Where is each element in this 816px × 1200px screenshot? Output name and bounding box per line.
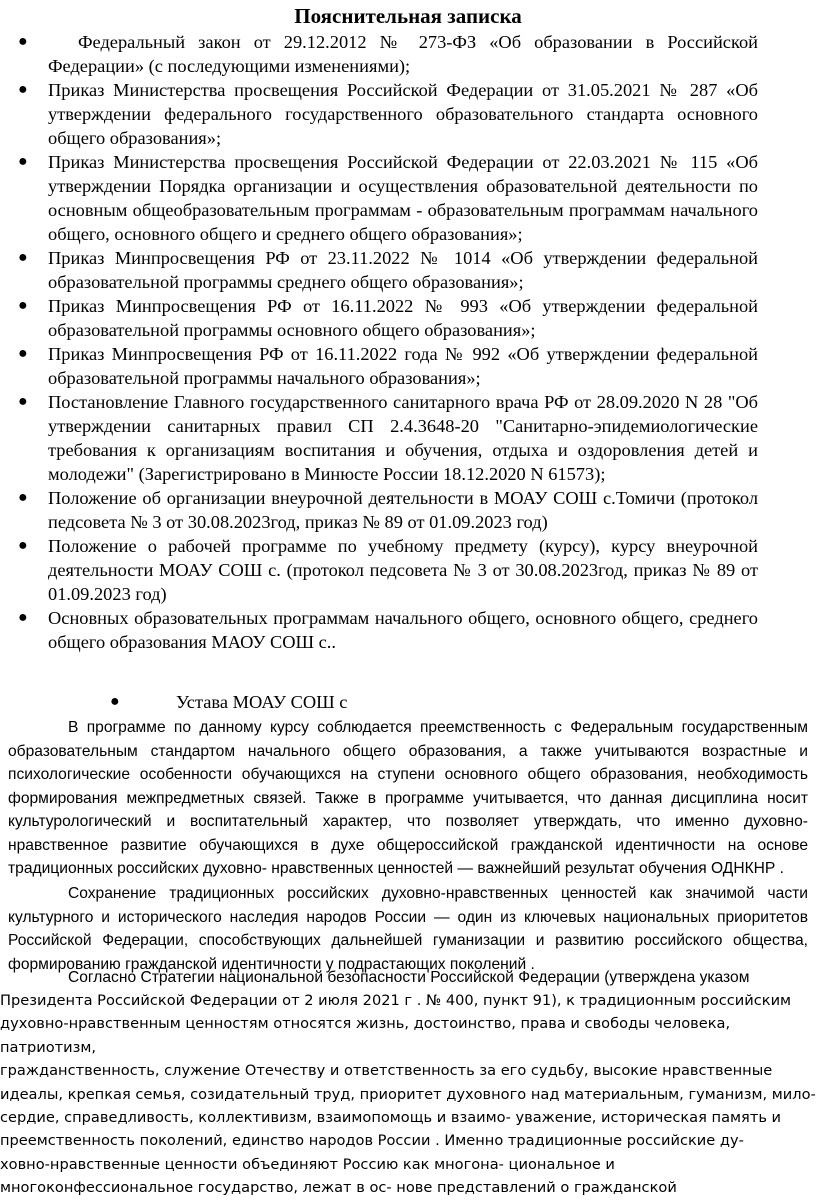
text-line: идеалы, крепкая семья, созидательный труд, приоритет духовного над материальным, гуманизм, мило- [0, 1085, 816, 1103]
list-item [0, 294, 816, 342]
bullet-icon: ● [18, 537, 28, 554]
paragraph-strategy-start: Согласно Стратегии национальной безопасности Российской Федерации (утверждена указом [68, 969, 750, 986]
list-item-text: Приказ Министерства просвещения Российской Федерации от 31.05.2021 № 287 «Об утверждении федерального государственного образовательного стандарта основного общего образования»; [48, 80, 758, 148]
list-item [0, 342, 816, 390]
bullet-icon: ● [18, 33, 28, 50]
list-item-text: Положение об организации внеурочной деятельности в МОАУ СОШ с.Томичи (протокол педсовета № 3 от 30.08.2023год, приказ № 89 от 01.09.2023 год) [48, 488, 758, 532]
list-item-text: Приказ Минпросвещения РФ от 23.11.2022 № 1014 «Об утверждении федеральной образовательной программы среднего общего образования»; [48, 248, 758, 292]
list-item [0, 150, 816, 246]
text-line: ховно-нравственные ценности объединяют Россию как многона- циональное и [0, 1155, 615, 1173]
bullet-icon: ● [18, 393, 28, 410]
list-item-text: Основных образовательных программам начального общего, основного общего, среднего общего образования МАОУ СОШ с.. [48, 608, 758, 652]
paragraph-continuity: В программе по данному курсу соблюдается преемственность с Федеральным государственным образовательным стандартом начального общего образования, а также учитываются возрастные и психологические особенности обучающихся на ступени основного общего образования, необходимость формирования межпредметных связей. Также в программе учитывается, что данная дисциплина носит культурологический и воспитательный характер, что позволяет утверждать, что именно духовно- нравственное развитие обучающихся в духе общероссийской гражданской идентичности на основе традиционных российских духовно- нравственных ценностей — важнейший результат обучения ОДНКНР . [8, 719, 808, 877]
list-item-text: Положение о рабочей программе по учебному предмету (курсу), курсу внеурочной деятельности МОАУ СОШ с. (протокол педсовета № 3 от 30.08.2023год, приказ № 89 от 01.09.2023 год) [48, 536, 758, 604]
page-title: Пояснительная записка [294, 4, 522, 28]
paragraph-strategy-body [0, 989, 816, 1200]
text-line: Президента Российской Федерации от 2 июля 2021 г . № 400, пункт 91), к традиционным российским [0, 992, 792, 1009]
bullet-icon: ● [18, 489, 28, 506]
list-item-text: Федеральный закон от 29.12.2012 № 273-ФЗ «Об образовании в Российской Федерации» (с последующими изменениями); [48, 32, 758, 76]
list-item-text: Приказ Минпросвещения РФ от 16.11.2022 года № 992 «Об утверждении федеральной образовательной программы начального образования»; [48, 344, 758, 388]
bullet-icon: ● [18, 609, 28, 626]
text-line: духовно-нравственным ценностям относятся жизнь, достоинство, права и свободы человека, патриотизм, [0, 1015, 731, 1056]
bullet-icon: ● [110, 693, 120, 710]
list-item [0, 486, 816, 534]
list-item [0, 78, 816, 150]
bullet-icon: ● [18, 297, 28, 314]
text-line: преемственность поколений, единство народов России . Именно традиционные российские ду- [0, 1132, 744, 1150]
list-item [0, 246, 816, 294]
list-item-text: Приказ Министерства просвещения Российской Федерации от 22.03.2021 № 115 «Об утверждении Порядка организации и осуществления образовательной деятельности по основным общеобразовательным программам - образовательным программам начального общего, основного общего и среднего общего образования»; [48, 152, 758, 244]
list-item-text: Приказ Минпросвещения РФ от 16.11.2022 № 993 «Об утверждении федеральной образовательной программы основного общего образования»; [48, 296, 758, 340]
list-item [0, 606, 816, 654]
list-item-text: Устава МОАУ СОШ с [176, 692, 348, 712]
text-line: гражданственность, служение Отечеству и ответственность за его судьбу, высокие нравственные [0, 1062, 773, 1080]
bullet-icon: ● [18, 81, 28, 98]
text-line: сердие, справедливость, коллективизм, взаимопомощь и взаимо- уважение, историческая память и [0, 1109, 782, 1127]
legal-basis-list [0, 30, 816, 654]
paragraph-values: Сохранение традиционных российских духовно-нравственных ценностей как значимой части культурного и исторического наследия народов России — один из ключевых национальных приоритетов Российской Федерации, способствующих дальнейшей гуманизации и развитию российского общества, формированию гражданской идентичности у подрастающих поколений . [8, 885, 808, 973]
bullet-icon: ● [18, 249, 28, 266]
list-item [0, 30, 816, 78]
list-item-text: Постановление Главного государственного санитарного врача РФ от 28.09.2020 N 28 "Об утверждении санитарных правил СП 2.4.3648-20 "Санитарно-эпидемиологические требования к организациям воспитания и обучения, отдыха и оздоровления детей и молодежи" (Зарегистрировано в Минюсте России 18.12.2020 N 61573); [48, 392, 758, 484]
list-item [0, 534, 816, 606]
bullet-icon: ● [18, 345, 28, 362]
bullet-icon: ● [18, 153, 28, 170]
list-item [0, 390, 816, 486]
text-line: многоконфессиональное государство, лежат в ос- нове представлений о гражданской [0, 1179, 677, 1197]
